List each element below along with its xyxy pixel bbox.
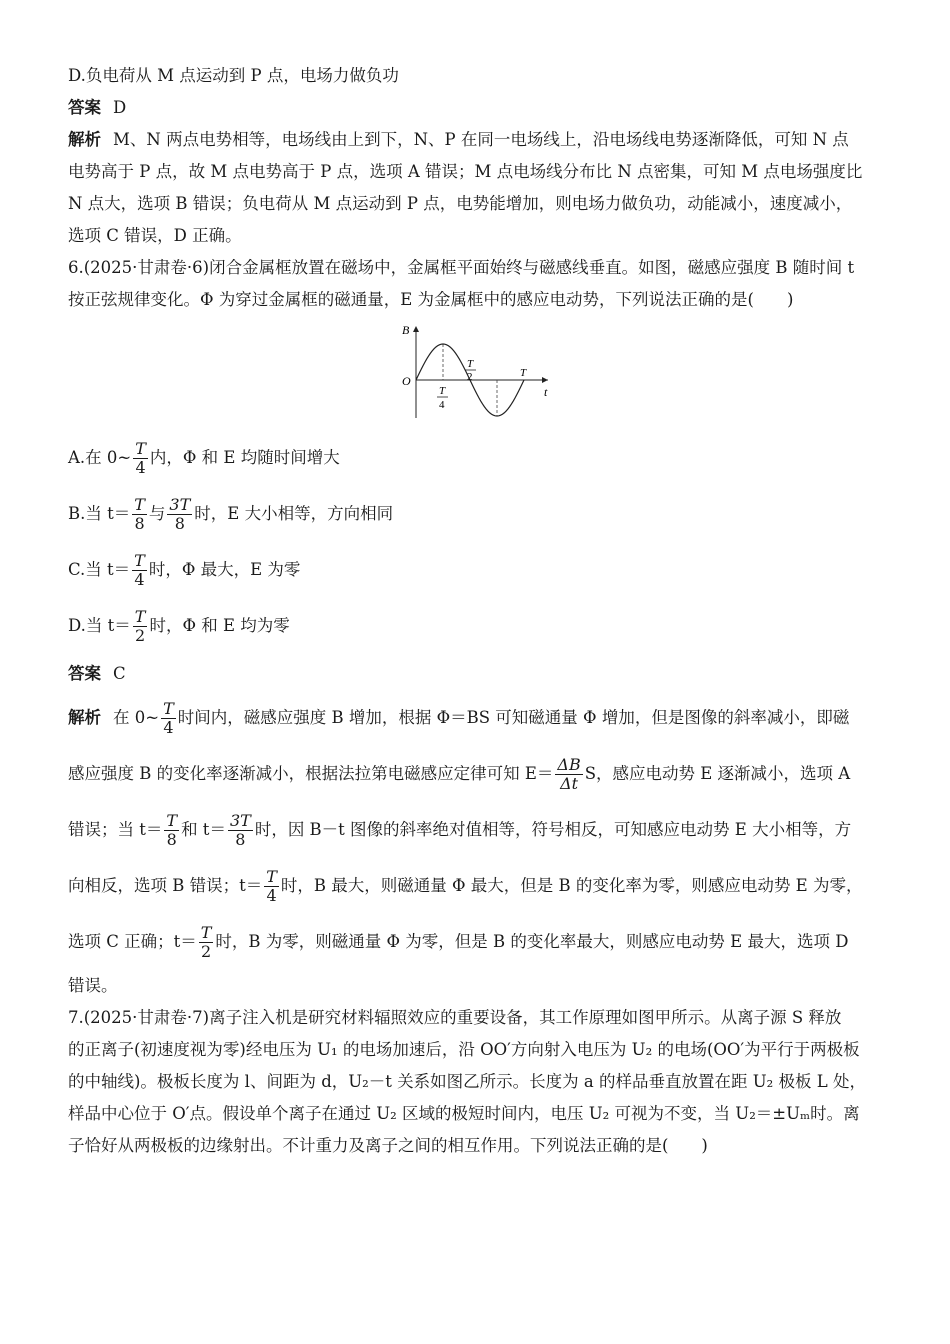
fraction: $\frac{T}{4}$ bbox=[134, 550, 145, 589]
answer-value: C bbox=[113, 664, 126, 683]
answer-label: 答案 bbox=[68, 664, 101, 683]
t-half-num: T bbox=[466, 358, 473, 370]
q6-option-d: D.当 t＝ $\frac{T}{2}$ 时，Φ 和 E 均为零 bbox=[68, 606, 290, 645]
t-half-den: 2 bbox=[466, 371, 472, 383]
t-quarter-num: T bbox=[438, 385, 445, 397]
t-axis-label: t bbox=[543, 385, 547, 399]
q5-answer bbox=[68, 92, 883, 124]
b-axis-label: B bbox=[401, 323, 409, 337]
q6-explanation-line-5: 选项 C 正确；t＝ $\frac{T}{2}$ 时，B 为零，则磁通量 Φ 为零，但是 B 的变化率最大，则感应电动势 E 最大，选项 D bbox=[68, 922, 849, 961]
fraction: $\frac{T}{8}$ bbox=[134, 494, 145, 533]
q6-explanation-line-4: 向相反，选项 B 错误；t＝ $\frac{T}{4}$ 时，B 最大，则磁通量 Φ 最大，但是 B 的变化率为零，则感应电动势 E 为零， bbox=[68, 866, 863, 905]
q7-stem-line-5: 子恰好从两极板的边缘射出。不计重力及离子之间的相互作用。下列说法正确的是( ) bbox=[68, 1136, 708, 1155]
t-quarter-den: 4 bbox=[438, 399, 444, 411]
q6-explanation-line-1: 解析 在 0~ $\frac{T}{4}$ 时间内，磁感应强度 B 增加，根据 Φ＝BS 可知磁通量 Φ 增加，但是图像的斜率减小，即磁 bbox=[68, 698, 850, 737]
q6-stem-line-2: 按正弦规律变化。Φ 为穿过金属框的磁通量，E 为金属框中的感应电动势，下列说法正确的是( ) bbox=[68, 290, 794, 309]
q5-explanation-line-1: 解析 M、N 两点电势相等，电场线由上到下，N、P 在同一电场线上，沿电场线电势逐渐降低，可知 N 点 bbox=[68, 130, 849, 149]
q6-explanation-line-3: 错误；当 t＝ $\frac{T}{8}$ 和 t＝ $\frac{3T}{8}$ 时，因 B－t 图像的斜率绝对值相等，符号相反，可知感应电动势 E 大小相等，方 bbox=[68, 810, 852, 849]
q6-explanation-line-2: 感应强度 B 的变化率逐渐减小，根据法拉第电磁感应定律可知 E＝ $\frac{\Delta B}{\Delta t}$ S，感应电动势 E 逐渐减小，选项 A bbox=[68, 754, 851, 793]
fraction: $\frac{T}{4}$ bbox=[135, 438, 146, 477]
t-axis-arrow-icon bbox=[542, 377, 548, 383]
q5-option-d: D.负电荷从 M 点运动到 P 点，电场力做负功 bbox=[68, 66, 399, 85]
explanation-label: 解析 bbox=[68, 130, 101, 149]
answer-label: 答案 bbox=[68, 98, 101, 117]
q6-answer bbox=[68, 658, 883, 690]
explanation-label: 解析 bbox=[68, 708, 101, 727]
q5-explanation-line-4: 选项 C 错误，D 正确。 bbox=[68, 226, 242, 245]
q6-sine-graph bbox=[68, 322, 883, 422]
q7-stem-line-1: 7.(2025·甘肃卷·7)离子注入机是研究材料辐照效应的重要设备，其工作原理如图甲所示。从离子源 S 释放 bbox=[68, 1008, 842, 1027]
fraction: $\frac{T}{2}$ bbox=[200, 922, 212, 961]
answer-value: D bbox=[113, 98, 127, 117]
q6-option-c: C.当 t＝ $\frac{T}{4}$ 时，Φ 最大，E 为零 bbox=[68, 550, 301, 589]
origin-label: O bbox=[401, 374, 411, 388]
fraction: $\frac{T}{4}$ bbox=[266, 866, 277, 905]
fraction: $\frac{T}{8}$ bbox=[166, 810, 178, 849]
document-page bbox=[68, 60, 883, 1162]
fraction: $\frac{3T}{8}$ bbox=[169, 494, 191, 533]
fraction: $\frac{3T}{8}$ bbox=[229, 810, 251, 849]
q7-stem-line-3: 的中轴线)。极板长度为 l、间距为 d，U₂－t 关系如图乙所示。长度为 a 的样品垂直放置在距 U₂ 极板 L 处， bbox=[68, 1072, 866, 1091]
fraction: $\frac{T}{2}$ bbox=[134, 606, 146, 645]
fraction: $\frac{\Delta B}{\Delta t}$ bbox=[557, 754, 581, 793]
q5-explanation-line-2: 电势高于 P 点，故 M 点电势高于 P 点，选项 A 错误；M 点电场线分布比 N 点密集，可知 M 点电场强度比 bbox=[68, 162, 863, 181]
b-axis-arrow-icon bbox=[413, 326, 419, 332]
q6-stem-line-1: 6.(2025·甘肃卷·6)闭合金属框放置在磁场中，金属框平面始终与磁感线垂直。如图，磁感应强度 B 随时间 t bbox=[68, 258, 855, 277]
t-period-label: T bbox=[519, 367, 526, 379]
q6-option-a: A.在 0~ $\frac{T}{4}$ 内，Φ 和 E 均随时间增大 bbox=[68, 438, 340, 477]
q6-explanation-line-6: 错误。 bbox=[68, 976, 118, 995]
q7-stem-line-2: 的正离子(初速度视为零)经电压为 U₁ 的电场加速后，沿 OO′方向射入电压为 U₂ 的电场(OO′为平行于两极板 bbox=[68, 1040, 860, 1059]
fraction: $\frac{T}{4}$ bbox=[163, 698, 174, 737]
q5-explanation-line-3: N 点大，选项 B 错误；负电荷从 M 点运动到 P 点，电势能增加，则电场力做负功，动能减小，速度减小， bbox=[68, 194, 853, 213]
b-t-graph bbox=[396, 322, 556, 422]
q7-stem-line-4: 样品中心位于 O′点。假设单个离子在通过 U₂ 区域的极短时间内，电压 U₂ 可视为不变，当 U₂＝±Uₘ时。离 bbox=[68, 1104, 860, 1123]
q6-option-b: B.当 t＝ $\frac{T}{8}$ 与 $\frac{3T}{8}$ 时，E 大小相等，方向相同 bbox=[68, 494, 394, 533]
